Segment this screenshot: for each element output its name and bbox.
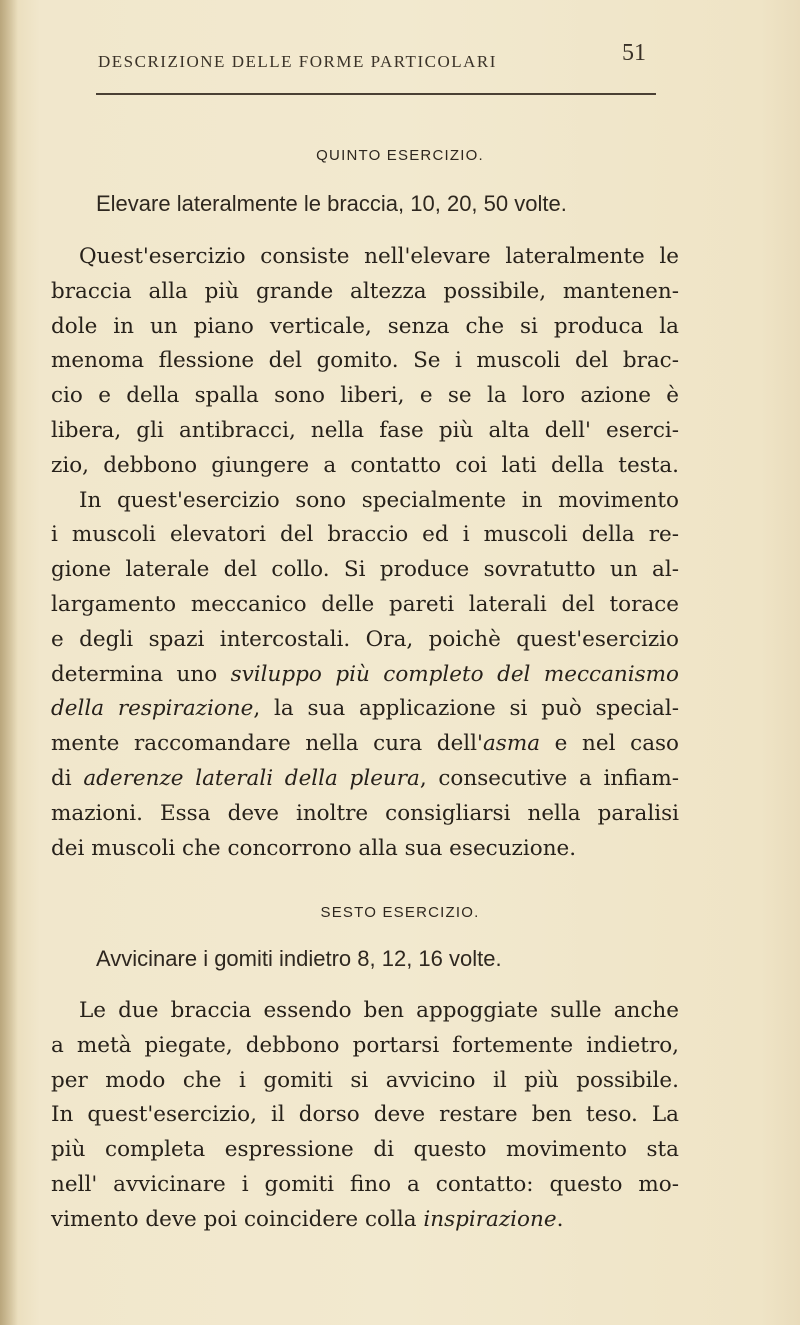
text-run: e nel caso bbox=[540, 731, 679, 757]
instruction-quinto: Elevare lateralmente le braccia, 10, 20, 50 volte. bbox=[96, 191, 567, 216]
page-number: 51 bbox=[622, 40, 646, 66]
text-line bbox=[51, 692, 679, 727]
text-line: largamento meccanico delle pareti laterali del torace bbox=[51, 591, 679, 617]
text-run: mente raccomandare nella cura dell' bbox=[51, 731, 483, 757]
text-line bbox=[51, 1203, 679, 1238]
instruction-sesto: Avvicinare i gomiti indietro 8, 12, 16 volte. bbox=[96, 946, 502, 971]
running-head: DESCRIZIONE DELLE FORME PARTICOLARI bbox=[98, 52, 497, 71]
text-line: libera, gli antibracci, nella fase più alta dell' eserci- bbox=[51, 417, 679, 443]
text-line: Quest'esercizio consiste nell'elevare lateralmente le bbox=[79, 244, 679, 269]
text-run: , consecutive a infiam- bbox=[419, 765, 679, 791]
italic-run: asma bbox=[482, 731, 541, 757]
text-line: per modo che i gomiti si avvicino il più possibile. bbox=[51, 1067, 679, 1093]
text-line: mazioni. Essa deve inoltre consigliarsi nella paralisi bbox=[51, 800, 679, 826]
text-line: e degli spazi intercostali. Ora, poichè quest'esercizio bbox=[51, 626, 679, 652]
text-line: a metà piegate, debbono portarsi fortemente indietro, bbox=[51, 1032, 679, 1058]
text-line: dei muscoli che concorrono alla sua esecuzione. bbox=[51, 835, 577, 861]
section-heading-sesto: SESTO ESERCIZIO. bbox=[320, 904, 480, 921]
text-line: In quest'esercizio, il dorso deve restare ben teso. La bbox=[51, 1102, 679, 1128]
italic-run: della respirazione bbox=[51, 696, 254, 722]
text-run: di bbox=[51, 765, 84, 791]
text-line: nell' avvicinare i gomiti fino a contatto: questo mo- bbox=[51, 1171, 679, 1197]
text-line: gione laterale del collo. Si produce sovratutto un al- bbox=[51, 557, 679, 583]
text-run: determina uno bbox=[51, 661, 231, 687]
section-heading-quinto: QUINTO ESERCIZIO. bbox=[316, 147, 484, 164]
text-line: In quest'esercizio sono specialmente in movimento bbox=[79, 487, 679, 513]
italic-run: aderenze laterali della pleura bbox=[83, 765, 420, 791]
text-line: menoma flessione del gomito. Se i muscoli del brac- bbox=[51, 348, 679, 374]
text-line: i muscoli elevatori del braccio ed i muscoli della re- bbox=[51, 522, 679, 548]
text-run: vimento deve poi coincidere colla bbox=[51, 1206, 424, 1232]
text-line: Le due braccia essendo ben appoggiate sulle anche bbox=[79, 998, 679, 1023]
text-line: dole in un piano verticale, senza che si produca la bbox=[51, 313, 679, 339]
header-rule bbox=[96, 93, 656, 95]
binding-gutter bbox=[0, 0, 18, 1325]
text-line: zio, debbono giungere a contatto coi lati della testa. bbox=[51, 452, 679, 478]
paragraph-quinto bbox=[51, 240, 679, 866]
paragraph-sesto bbox=[51, 994, 679, 1238]
text-run: . bbox=[556, 1206, 564, 1232]
italic-run: sviluppo più completo del meccanismo bbox=[230, 661, 679, 687]
text-line bbox=[51, 762, 679, 797]
text-line: braccia alla più grande altezza possibile, mantenen- bbox=[51, 278, 679, 304]
text-line bbox=[51, 727, 679, 762]
text-run: , la sua applicazione si può special- bbox=[253, 696, 679, 722]
text-line: più completa espressione di questo movimento sta bbox=[51, 1137, 679, 1163]
text-line bbox=[51, 658, 679, 693]
italic-run: inspirazione bbox=[423, 1206, 557, 1232]
text-line: cio e della spalla sono liberi, e se la loro azione è bbox=[51, 383, 679, 409]
